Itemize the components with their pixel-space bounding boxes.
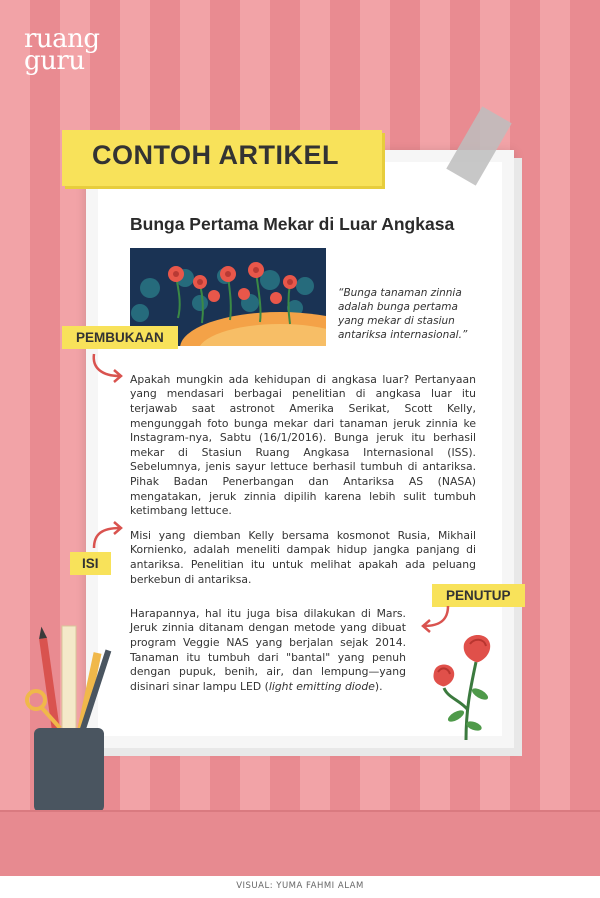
ruangguru-logo	[24, 24, 100, 76]
pencil-cup	[34, 728, 104, 812]
credit-bar	[0, 876, 600, 898]
title-banner	[62, 130, 382, 186]
paragraph-penutup	[130, 607, 406, 695]
label-pembukaan: PEMBUKAAN	[62, 326, 178, 349]
penutup-end-text: ).	[374, 679, 383, 693]
penutup-italic-text: light emitting diode	[268, 679, 375, 693]
logo-line-1: ruang	[24, 24, 100, 54]
article-title: Bunga Pertama Mekar di Luar Angkasa	[130, 214, 455, 234]
article-quote: “Bunga tanaman zinnia adalah bunga pertama yang mekar di stasiun antariksa internasional.”	[338, 287, 468, 341]
credit-text: VISUAL: YUMA FAHMI ALAM	[236, 881, 364, 891]
arrow-pembukaan-icon	[88, 350, 128, 386]
logo-line-2: guru	[24, 46, 85, 76]
rose-icon	[430, 630, 500, 742]
paragraph-isi: Misi yang diemban Kelly bersama kosmonot Rusia, Mikhail Kornienko, adalah meneliti dampak hidup jangka panjang di antariksa. Penelitian itu untuk melihat apakah ada peluang berkebun di antariksa.	[130, 528, 476, 586]
penutup-text: Harapannya, hal itu juga bisa dilakukan di Mars. Jeruk zinnia ditanam dengan metode yang dibuat program Veggie NAS yang berjalan sejak 2014. Tanaman itu tumbuh dari "bantal" yang penuh dengan pupuk, benih, air, dan lempung—yang disinari sinar lampu LED (	[130, 606, 406, 693]
label-isi: ISI	[70, 552, 111, 575]
paragraph-pembukaan: Apakah mungkin ada kehidupan di angkasa luar? Pertanyaan yang mendasari berbagai penelitian di angkasa luar itu terjawab saat astronot Amerika Serikat, Scott Kelly, mengunggah foto bunga mekar dari tanaman jeruk zinnia ke Instagram-nya, Sabtu (16/1/2016). Bunga jeruk itu berhasil mekar di Stasiun Ruang Angkasa Internasional (ISS). Sebelumnya, jenis sayur lettuce berhasil tumbuh di antariksa. Pihak Badan Penerbangan dan Antariksa AS (NASA) mengatakan, jeruk zinnia dipilih karena lebih sulit tumbuh ketimbang lettuce.	[130, 372, 476, 518]
banner-title: CONTOH ARTIKEL	[92, 140, 339, 170]
label-penutup: PENUTUP	[432, 584, 525, 607]
floor-band	[0, 810, 600, 878]
arrow-isi-icon	[88, 518, 128, 552]
pencils-icon	[24, 618, 114, 738]
